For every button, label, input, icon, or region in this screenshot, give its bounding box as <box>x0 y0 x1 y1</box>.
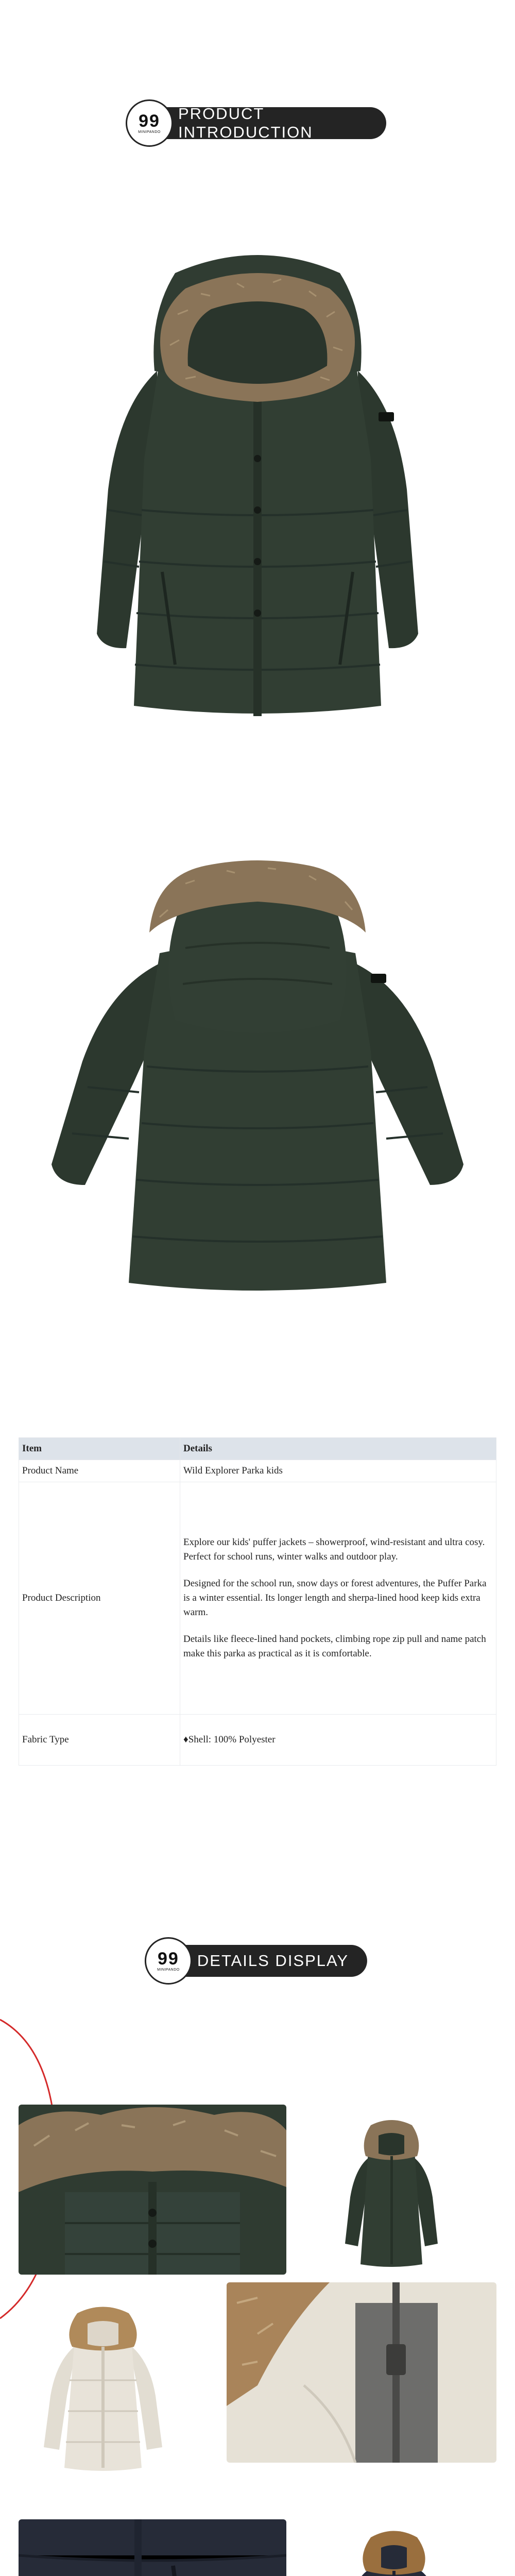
detail-hood-closeup <box>19 2105 286 2275</box>
parka-front-photo <box>31 242 484 747</box>
table-header-row <box>19 1438 496 1460</box>
badge-number: 99 <box>139 111 160 131</box>
description-paragraph: Designed for the school run, snow days or forest adventures, the Puffer Parka is a winter essential. Its longer length and sherpa-lined hood keep kids extra warm. <box>183 1578 487 1618</box>
description-paragraph: Details like fleece-lined hand pockets, climbing rope zip pull and name patch make this parka as practical as it is comfortable. <box>183 1634 486 1659</box>
banner-pill <box>129 107 386 139</box>
product-spec-table <box>19 1437 496 1766</box>
row-value: Wild Explorer Parka kids <box>180 1460 496 1482</box>
row-value: ♦Shell: 100% Polyester <box>180 1715 496 1766</box>
row-value <box>180 1482 496 1715</box>
row-label: Product Name <box>19 1460 180 1482</box>
detail-zip-closeup <box>227 2282 496 2463</box>
header-details: Details <box>180 1438 496 1460</box>
description-paragraph: Explore our kids' puffer jackets – showerproof, wind-resistant and ultra cosy. Perfect for school runs, winter walks and outdoor play. <box>183 1537 485 1562</box>
section-banner-details <box>148 1945 367 1977</box>
badge-text: MINIPANDO <box>157 1968 180 1972</box>
brand-badge <box>126 99 173 147</box>
row-label: Fabric Type <box>19 1715 180 1766</box>
detail-navy-full <box>335 2527 453 2576</box>
table-row <box>19 1460 496 1482</box>
parka-back-photo <box>31 845 484 1309</box>
table-row <box>19 1715 496 1766</box>
table-row <box>19 1482 496 1715</box>
detail-beige-full <box>36 2303 170 2473</box>
row-label: Product Description <box>19 1482 180 1715</box>
section-title: PRODUCT INTRODUCTION <box>178 105 313 141</box>
detail-green-full <box>340 2115 443 2269</box>
detail-pocket-closeup <box>19 2519 286 2576</box>
badge-number: 99 <box>157 1948 179 1969</box>
section-title: DETAILS DISPLAY <box>197 1952 349 1970</box>
brand-badge <box>145 1937 192 1985</box>
header-item: Item <box>19 1438 180 1460</box>
banner-pill <box>148 1945 367 1977</box>
badge-text: MINIPANDO <box>138 130 161 134</box>
section-banner-intro <box>129 107 386 139</box>
